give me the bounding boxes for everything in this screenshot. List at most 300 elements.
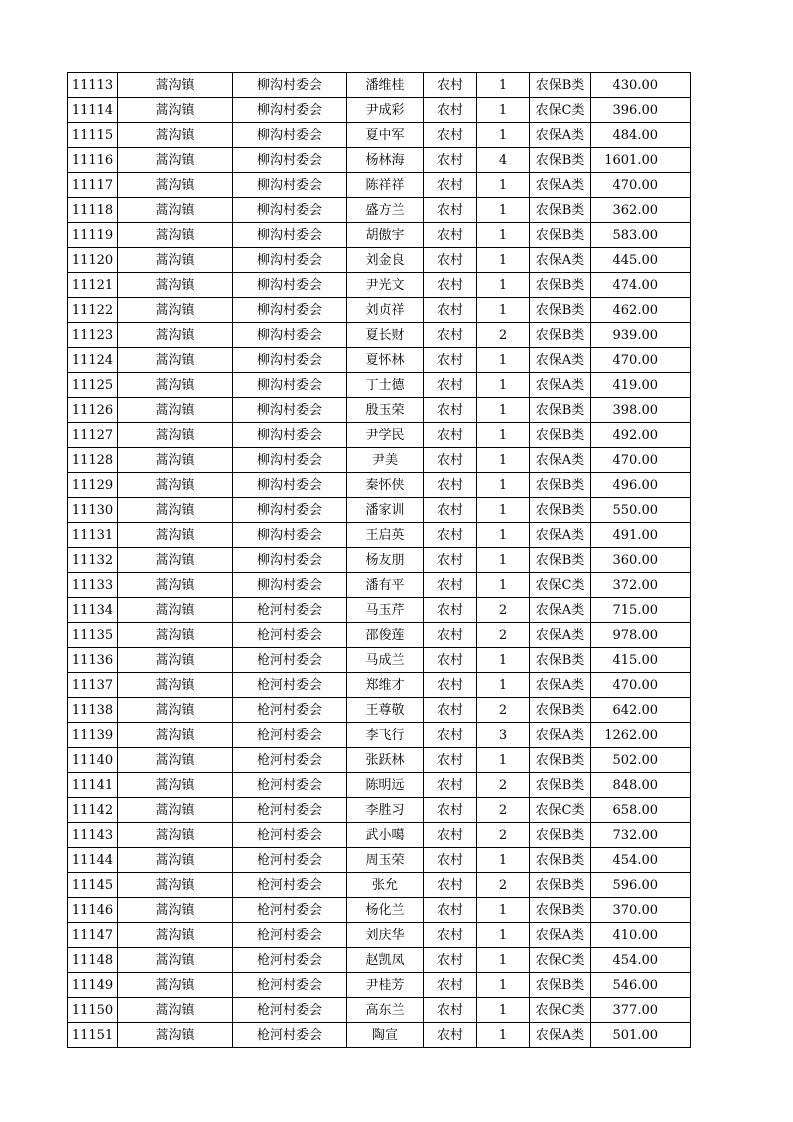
- person-name-cell: 郑维才: [347, 673, 424, 698]
- row-id-cell: 11136: [68, 648, 118, 673]
- table-row: [68, 223, 691, 248]
- insurance-category-cell: 农保B类: [530, 548, 591, 573]
- table-row: [68, 948, 691, 973]
- township-cell: 蒿沟镇: [118, 498, 233, 523]
- row-id-cell: 11127: [68, 423, 118, 448]
- table-row: [68, 248, 691, 273]
- person-name-cell: 殷玉荣: [347, 398, 424, 423]
- household-type-cell: 农村: [424, 873, 477, 898]
- table-row: [68, 848, 691, 873]
- village-committee-cell: 枪河村委会: [233, 723, 347, 748]
- household-type-cell: 农村: [424, 298, 477, 323]
- village-committee-cell: 柳沟村委会: [233, 298, 347, 323]
- household-type-cell: 农村: [424, 973, 477, 998]
- insurance-category-cell: 农保A类: [530, 923, 591, 948]
- insurance-category-cell: 农保C类: [530, 948, 591, 973]
- township-cell: 蒿沟镇: [118, 123, 233, 148]
- township-cell: 蒿沟镇: [118, 473, 233, 498]
- township-cell: 蒿沟镇: [118, 448, 233, 473]
- township-cell: 蒿沟镇: [118, 523, 233, 548]
- insurance-category-cell: 农保C类: [530, 573, 591, 598]
- row-id-cell: 11121: [68, 273, 118, 298]
- household-type-cell: 农村: [424, 373, 477, 398]
- row-id-cell: 11114: [68, 98, 118, 123]
- village-committee-cell: 枪河村委会: [233, 898, 347, 923]
- amount-cell: 848.00: [591, 773, 691, 798]
- township-cell: 蒿沟镇: [118, 173, 233, 198]
- amount-cell: 396.00: [591, 98, 691, 123]
- insurance-category-cell: 农保C类: [530, 98, 591, 123]
- insurance-category-cell: 农保B类: [530, 648, 591, 673]
- township-cell: 蒿沟镇: [118, 998, 233, 1023]
- township-cell: 蒿沟镇: [118, 873, 233, 898]
- insurance-category-cell: 农保A类: [530, 523, 591, 548]
- row-id-cell: 11118: [68, 198, 118, 223]
- amount-cell: 732.00: [591, 823, 691, 848]
- village-committee-cell: 柳沟村委会: [233, 98, 347, 123]
- person-name-cell: 夏中军: [347, 123, 424, 148]
- township-cell: 蒿沟镇: [118, 723, 233, 748]
- person-name-cell: 潘有平: [347, 573, 424, 598]
- township-cell: 蒿沟镇: [118, 748, 233, 773]
- village-committee-cell: 柳沟村委会: [233, 248, 347, 273]
- person-name-cell: 潘家训: [347, 498, 424, 523]
- village-committee-cell: 枪河村委会: [233, 798, 347, 823]
- table-row: [68, 323, 691, 348]
- village-committee-cell: 枪河村委会: [233, 623, 347, 648]
- village-committee-cell: 枪河村委会: [233, 748, 347, 773]
- household-type-cell: 农村: [424, 998, 477, 1023]
- member-count-cell: 1: [477, 73, 530, 98]
- member-count-cell: 1: [477, 223, 530, 248]
- household-type-cell: 农村: [424, 423, 477, 448]
- person-name-cell: 杨化兰: [347, 898, 424, 923]
- amount-cell: 715.00: [591, 598, 691, 623]
- row-id-cell: 11129: [68, 473, 118, 498]
- table-row: [68, 973, 691, 998]
- insurance-category-cell: 农保A类: [530, 248, 591, 273]
- member-count-cell: 1: [477, 398, 530, 423]
- person-name-cell: 武小噶: [347, 823, 424, 848]
- amount-cell: 1262.00: [591, 723, 691, 748]
- household-type-cell: 农村: [424, 673, 477, 698]
- household-type-cell: 农村: [424, 473, 477, 498]
- member-count-cell: 1: [477, 523, 530, 548]
- amount-cell: 454.00: [591, 948, 691, 973]
- member-count-cell: 1: [477, 373, 530, 398]
- row-id-cell: 11139: [68, 723, 118, 748]
- amount-cell: 410.00: [591, 923, 691, 948]
- village-committee-cell: 枪河村委会: [233, 698, 347, 723]
- person-name-cell: 邵俊莲: [347, 623, 424, 648]
- amount-cell: 1601.00: [591, 148, 691, 173]
- amount-cell: 445.00: [591, 248, 691, 273]
- township-cell: 蒿沟镇: [118, 323, 233, 348]
- member-count-cell: 1: [477, 198, 530, 223]
- township-cell: 蒿沟镇: [118, 773, 233, 798]
- person-name-cell: 陈明远: [347, 773, 424, 798]
- household-type-cell: 农村: [424, 948, 477, 973]
- table-row: [68, 448, 691, 473]
- amount-cell: 470.00: [591, 348, 691, 373]
- insurance-category-cell: 农保A类: [530, 623, 591, 648]
- table-row: [68, 348, 691, 373]
- row-id-cell: 11120: [68, 248, 118, 273]
- insurance-category-cell: 农保A类: [530, 123, 591, 148]
- insurance-category-cell: 农保B类: [530, 398, 591, 423]
- row-id-cell: 11122: [68, 298, 118, 323]
- household-type-cell: 农村: [424, 123, 477, 148]
- village-committee-cell: 枪河村委会: [233, 648, 347, 673]
- insurance-category-cell: 农保A类: [530, 598, 591, 623]
- township-cell: 蒿沟镇: [118, 298, 233, 323]
- village-committee-cell: 枪河村委会: [233, 923, 347, 948]
- person-name-cell: 潘维桂: [347, 73, 424, 98]
- table-body: [68, 73, 691, 1048]
- township-cell: 蒿沟镇: [118, 348, 233, 373]
- person-name-cell: 张允: [347, 873, 424, 898]
- amount-cell: 462.00: [591, 298, 691, 323]
- amount-cell: 502.00: [591, 748, 691, 773]
- township-cell: 蒿沟镇: [118, 648, 233, 673]
- amount-cell: 642.00: [591, 698, 691, 723]
- row-id-cell: 11143: [68, 823, 118, 848]
- insurance-category-cell: 农保A类: [530, 673, 591, 698]
- person-name-cell: 王启英: [347, 523, 424, 548]
- township-cell: 蒿沟镇: [118, 198, 233, 223]
- village-committee-cell: 柳沟村委会: [233, 148, 347, 173]
- person-name-cell: 尹学民: [347, 423, 424, 448]
- person-name-cell: 胡傲宇: [347, 223, 424, 248]
- person-name-cell: 马玉芹: [347, 598, 424, 623]
- insurance-category-cell: 农保B类: [530, 148, 591, 173]
- person-name-cell: 陈祥祥: [347, 173, 424, 198]
- village-committee-cell: 枪河村委会: [233, 873, 347, 898]
- row-id-cell: 11137: [68, 673, 118, 698]
- table-row: [68, 273, 691, 298]
- row-id-cell: 11134: [68, 598, 118, 623]
- member-count-cell: 4: [477, 148, 530, 173]
- row-id-cell: 11128: [68, 448, 118, 473]
- household-type-cell: 农村: [424, 773, 477, 798]
- village-committee-cell: 枪河村委会: [233, 848, 347, 873]
- township-cell: 蒿沟镇: [118, 73, 233, 98]
- table-row: [68, 898, 691, 923]
- township-cell: 蒿沟镇: [118, 398, 233, 423]
- amount-cell: 550.00: [591, 498, 691, 523]
- member-count-cell: 2: [477, 873, 530, 898]
- insurance-category-cell: 农保B类: [530, 273, 591, 298]
- table-row: [68, 823, 691, 848]
- row-id-cell: 11115: [68, 123, 118, 148]
- table-row: [68, 398, 691, 423]
- household-type-cell: 农村: [424, 273, 477, 298]
- village-committee-cell: 柳沟村委会: [233, 223, 347, 248]
- township-cell: 蒿沟镇: [118, 598, 233, 623]
- village-committee-cell: 柳沟村委会: [233, 323, 347, 348]
- amount-cell: 372.00: [591, 573, 691, 598]
- member-count-cell: 1: [477, 423, 530, 448]
- insurance-category-cell: 农保B类: [530, 223, 591, 248]
- person-name-cell: 马成兰: [347, 648, 424, 673]
- township-cell: 蒿沟镇: [118, 548, 233, 573]
- row-id-cell: 11141: [68, 773, 118, 798]
- village-committee-cell: 柳沟村委会: [233, 398, 347, 423]
- village-committee-cell: 柳沟村委会: [233, 573, 347, 598]
- insurance-category-cell: 农保C类: [530, 998, 591, 1023]
- row-id-cell: 11149: [68, 973, 118, 998]
- person-name-cell: 陶宣: [347, 1023, 424, 1048]
- amount-cell: 454.00: [591, 848, 691, 873]
- row-id-cell: 11142: [68, 798, 118, 823]
- household-type-cell: 农村: [424, 398, 477, 423]
- insurance-category-cell: 农保B类: [530, 323, 591, 348]
- table-row: [68, 1023, 691, 1048]
- township-cell: 蒿沟镇: [118, 148, 233, 173]
- amount-cell: 491.00: [591, 523, 691, 548]
- village-committee-cell: 枪河村委会: [233, 673, 347, 698]
- household-type-cell: 农村: [424, 248, 477, 273]
- village-committee-cell: 枪河村委会: [233, 973, 347, 998]
- amount-cell: 430.00: [591, 73, 691, 98]
- member-count-cell: 3: [477, 723, 530, 748]
- insurance-category-cell: 农保B类: [530, 823, 591, 848]
- table-row: [68, 648, 691, 673]
- insurance-category-cell: 农保B类: [530, 873, 591, 898]
- table-row: [68, 998, 691, 1023]
- township-cell: 蒿沟镇: [118, 898, 233, 923]
- amount-cell: 492.00: [591, 423, 691, 448]
- row-id-cell: 11146: [68, 898, 118, 923]
- member-count-cell: 1: [477, 648, 530, 673]
- member-count-cell: 1: [477, 348, 530, 373]
- row-id-cell: 11130: [68, 498, 118, 523]
- person-name-cell: 夏长财: [347, 323, 424, 348]
- insurance-category-cell: 农保A类: [530, 348, 591, 373]
- row-id-cell: 11140: [68, 748, 118, 773]
- row-id-cell: 11148: [68, 948, 118, 973]
- row-id-cell: 11131: [68, 523, 118, 548]
- member-count-cell: 2: [477, 823, 530, 848]
- village-committee-cell: 柳沟村委会: [233, 173, 347, 198]
- person-name-cell: 张跃林: [347, 748, 424, 773]
- amount-cell: 658.00: [591, 798, 691, 823]
- amount-cell: 398.00: [591, 398, 691, 423]
- row-id-cell: 11124: [68, 348, 118, 373]
- member-count-cell: 1: [477, 448, 530, 473]
- member-count-cell: 1: [477, 573, 530, 598]
- table-row: [68, 198, 691, 223]
- township-cell: 蒿沟镇: [118, 1023, 233, 1048]
- village-committee-cell: 柳沟村委会: [233, 423, 347, 448]
- village-committee-cell: 柳沟村委会: [233, 348, 347, 373]
- table-row: [68, 873, 691, 898]
- table-row: [68, 773, 691, 798]
- person-name-cell: 王尊敬: [347, 698, 424, 723]
- person-name-cell: 李胜习: [347, 798, 424, 823]
- member-count-cell: 1: [477, 748, 530, 773]
- household-type-cell: 农村: [424, 598, 477, 623]
- household-type-cell: 农村: [424, 898, 477, 923]
- person-name-cell: 尹美: [347, 448, 424, 473]
- member-count-cell: 2: [477, 623, 530, 648]
- township-cell: 蒿沟镇: [118, 848, 233, 873]
- village-committee-cell: 枪河村委会: [233, 773, 347, 798]
- village-committee-cell: 柳沟村委会: [233, 123, 347, 148]
- village-committee-cell: 枪河村委会: [233, 998, 347, 1023]
- village-committee-cell: 柳沟村委会: [233, 73, 347, 98]
- amount-cell: 415.00: [591, 648, 691, 673]
- row-id-cell: 11123: [68, 323, 118, 348]
- person-name-cell: 刘金良: [347, 248, 424, 273]
- amount-cell: 546.00: [591, 973, 691, 998]
- row-id-cell: 11133: [68, 573, 118, 598]
- insurance-category-cell: 农保B类: [530, 698, 591, 723]
- township-cell: 蒿沟镇: [118, 923, 233, 948]
- household-type-cell: 农村: [424, 698, 477, 723]
- household-type-cell: 农村: [424, 648, 477, 673]
- table-row: [68, 548, 691, 573]
- insurance-category-cell: 农保B类: [530, 298, 591, 323]
- row-id-cell: 11117: [68, 173, 118, 198]
- table-row: [68, 598, 691, 623]
- household-type-cell: 农村: [424, 848, 477, 873]
- village-committee-cell: 枪河村委会: [233, 948, 347, 973]
- person-name-cell: 尹成彩: [347, 98, 424, 123]
- member-count-cell: 1: [477, 548, 530, 573]
- household-type-cell: 农村: [424, 823, 477, 848]
- person-name-cell: 杨林海: [347, 148, 424, 173]
- table-row: [68, 498, 691, 523]
- amount-cell: 419.00: [591, 373, 691, 398]
- member-count-cell: 1: [477, 973, 530, 998]
- insurance-category-cell: 农保A类: [530, 448, 591, 473]
- member-count-cell: 2: [477, 773, 530, 798]
- township-cell: 蒿沟镇: [118, 223, 233, 248]
- amount-cell: 377.00: [591, 998, 691, 1023]
- person-name-cell: 夏怀林: [347, 348, 424, 373]
- insurance-category-cell: 农保B类: [530, 898, 591, 923]
- person-name-cell: 刘贞祥: [347, 298, 424, 323]
- township-cell: 蒿沟镇: [118, 673, 233, 698]
- table-row: [68, 573, 691, 598]
- member-count-cell: 1: [477, 473, 530, 498]
- row-id-cell: 11145: [68, 873, 118, 898]
- village-committee-cell: 柳沟村委会: [233, 473, 347, 498]
- member-count-cell: 1: [477, 123, 530, 148]
- amount-cell: 470.00: [591, 173, 691, 198]
- member-count-cell: 1: [477, 273, 530, 298]
- amount-cell: 474.00: [591, 273, 691, 298]
- insurance-category-cell: 农保B类: [530, 198, 591, 223]
- household-type-cell: 农村: [424, 923, 477, 948]
- township-cell: 蒿沟镇: [118, 823, 233, 848]
- household-type-cell: 农村: [424, 798, 477, 823]
- table-row: [68, 723, 691, 748]
- amount-cell: 360.00: [591, 548, 691, 573]
- insurance-category-cell: 农保B类: [530, 848, 591, 873]
- table-row: [68, 123, 691, 148]
- township-cell: 蒿沟镇: [118, 973, 233, 998]
- table-row: [68, 798, 691, 823]
- member-count-cell: 2: [477, 698, 530, 723]
- village-committee-cell: 柳沟村委会: [233, 273, 347, 298]
- row-id-cell: 11151: [68, 1023, 118, 1048]
- amount-cell: 596.00: [591, 873, 691, 898]
- insurance-category-cell: 农保B类: [530, 748, 591, 773]
- household-type-cell: 农村: [424, 173, 477, 198]
- township-cell: 蒿沟镇: [118, 373, 233, 398]
- household-type-cell: 农村: [424, 573, 477, 598]
- household-type-cell: 农村: [424, 223, 477, 248]
- row-id-cell: 11144: [68, 848, 118, 873]
- member-count-cell: 1: [477, 948, 530, 973]
- person-name-cell: 李飞行: [347, 723, 424, 748]
- insurance-category-cell: 农保B类: [530, 773, 591, 798]
- insurance-category-cell: 农保B类: [530, 423, 591, 448]
- household-type-cell: 农村: [424, 748, 477, 773]
- village-committee-cell: 柳沟村委会: [233, 448, 347, 473]
- household-type-cell: 农村: [424, 148, 477, 173]
- member-count-cell: 1: [477, 248, 530, 273]
- member-count-cell: 1: [477, 498, 530, 523]
- household-type-cell: 农村: [424, 523, 477, 548]
- amount-cell: 496.00: [591, 473, 691, 498]
- insurance-category-cell: 农保B类: [530, 973, 591, 998]
- table-row: [68, 373, 691, 398]
- township-cell: 蒿沟镇: [118, 948, 233, 973]
- amount-cell: 370.00: [591, 898, 691, 923]
- table-row: [68, 423, 691, 448]
- insurance-category-cell: 农保C类: [530, 798, 591, 823]
- amount-cell: 484.00: [591, 123, 691, 148]
- township-cell: 蒿沟镇: [118, 623, 233, 648]
- member-count-cell: 1: [477, 673, 530, 698]
- household-type-cell: 农村: [424, 723, 477, 748]
- table-row: [68, 148, 691, 173]
- data-table: [67, 72, 691, 1048]
- person-name-cell: 尹光文: [347, 273, 424, 298]
- member-count-cell: 1: [477, 298, 530, 323]
- row-id-cell: 11125: [68, 373, 118, 398]
- table-row: [68, 623, 691, 648]
- insurance-category-cell: 农保B类: [530, 498, 591, 523]
- row-id-cell: 11116: [68, 148, 118, 173]
- table-row: [68, 523, 691, 548]
- amount-cell: 501.00: [591, 1023, 691, 1048]
- village-committee-cell: 枪河村委会: [233, 1023, 347, 1048]
- township-cell: 蒿沟镇: [118, 273, 233, 298]
- household-type-cell: 农村: [424, 548, 477, 573]
- insurance-category-cell: 农保A类: [530, 173, 591, 198]
- village-committee-cell: 柳沟村委会: [233, 548, 347, 573]
- person-name-cell: 丁士德: [347, 373, 424, 398]
- person-name-cell: 盛方兰: [347, 198, 424, 223]
- person-name-cell: 尹桂芳: [347, 973, 424, 998]
- row-id-cell: 11135: [68, 623, 118, 648]
- member-count-cell: 1: [477, 98, 530, 123]
- member-count-cell: 2: [477, 323, 530, 348]
- village-committee-cell: 枪河村委会: [233, 598, 347, 623]
- amount-cell: 470.00: [591, 448, 691, 473]
- household-type-cell: 农村: [424, 623, 477, 648]
- member-count-cell: 1: [477, 848, 530, 873]
- insurance-category-cell: 农保B类: [530, 473, 591, 498]
- row-id-cell: 11147: [68, 923, 118, 948]
- household-type-cell: 农村: [424, 323, 477, 348]
- person-name-cell: 刘庆华: [347, 923, 424, 948]
- household-type-cell: 农村: [424, 448, 477, 473]
